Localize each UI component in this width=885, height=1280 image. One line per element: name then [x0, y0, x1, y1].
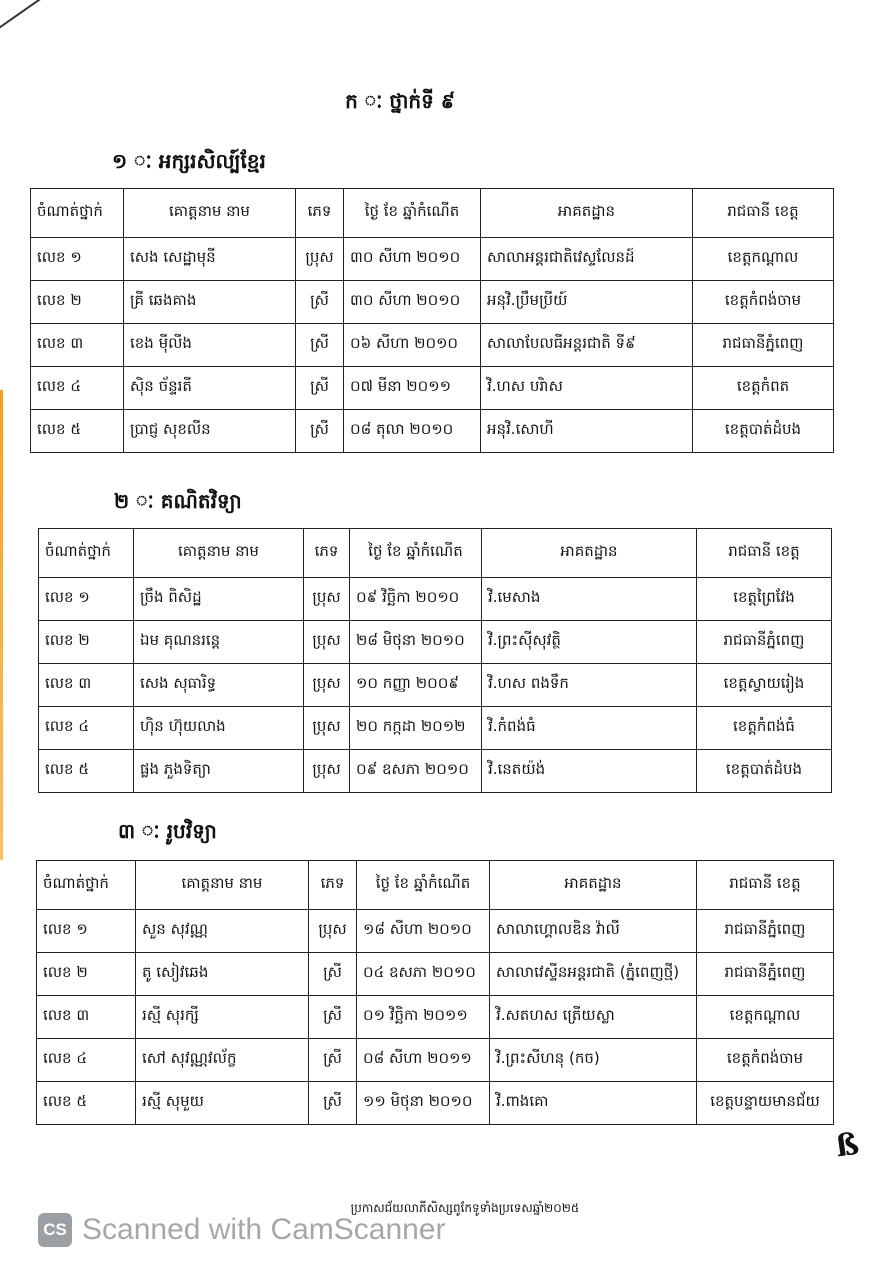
province-cell: រាជធានីភ្នំពេញ: [697, 621, 832, 664]
scanner-watermark: [38, 1212, 446, 1248]
sex-cell: ស្រី: [309, 953, 357, 996]
sex-cell: ប្រុស: [304, 707, 350, 750]
rank-cell: លេខ ៥: [39, 750, 134, 793]
scan-edge-strip: [0, 390, 3, 860]
table-row: [31, 281, 834, 324]
table-row: [37, 910, 834, 953]
province-cell: ខេត្តបាត់ដំបង: [697, 750, 832, 793]
col-sex: ភេទ: [296, 189, 344, 238]
col-name: គោត្តនាម នាម: [136, 861, 309, 910]
dob-cell: ១០ កញ្ញា ២០០៩: [350, 664, 482, 707]
table-row: [39, 750, 832, 793]
rank-cell: លេខ ៣: [37, 996, 136, 1039]
table-row: [37, 1039, 834, 1082]
school-cell: វិ.ព្រះស៊ីសុវត្ថិ: [482, 621, 697, 664]
scanner-watermark-text: Scanned with CamScanner: [82, 1213, 446, 1246]
section-title-2: ២ ៈ គណិតវិទ្យា: [114, 489, 242, 513]
school-cell: វិ.សតហស ត្រើយស្លា: [490, 996, 697, 1039]
handwritten-signature: ß: [833, 1126, 862, 1165]
school-cell: សាលាបែលធីអន្តរជាតិ ទី៩: [481, 324, 693, 367]
name-cell: ហ៊ិន ហ៊ុយលាង: [134, 707, 304, 750]
col-rank: ចំណាត់ថ្នាក់: [39, 529, 134, 578]
province-cell: ខេត្តកំពត: [693, 367, 834, 410]
sex-cell: ស្រី: [309, 996, 357, 1039]
province-cell: ខេត្តព្រៃវែង: [697, 578, 832, 621]
school-cell: វិ.ព្រះសីហនុ (កច): [490, 1039, 697, 1082]
table-row: [37, 953, 834, 996]
table-row: [39, 578, 832, 621]
rank-cell: លេខ ៣: [31, 324, 124, 367]
rank-cell: លេខ ៥: [31, 410, 124, 453]
name-cell: សៅ សុវណ្ណវល័ក្ខ: [136, 1039, 309, 1082]
name-cell: សួន សុវណ្ណ: [136, 910, 309, 953]
sex-cell: ប្រុស: [304, 750, 350, 793]
results-table-1: [30, 188, 834, 453]
col-sex: ភេទ: [304, 529, 350, 578]
dob-cell: ២០ កក្កដា ២០១២: [350, 707, 482, 750]
rank-cell: លេខ ២: [37, 953, 136, 996]
name-cell: ឯម គុណនរន្តេ: [134, 621, 304, 664]
school-cell: អនុវិ.ប្រឹមប្រីយ៍: [481, 281, 693, 324]
results-table-2: [38, 528, 832, 793]
name-cell: គ្រី ឆេងគាង: [124, 281, 296, 324]
col-province: រាជធានី ខេត្ត: [693, 189, 834, 238]
name-cell: រស្មី សុមួយ: [136, 1082, 309, 1125]
dob-cell: ០៧ មីនា ២០១១: [344, 367, 481, 410]
school-cell: សាលាហ្គោលឌិន វ៉ាលី: [490, 910, 697, 953]
school-cell: សាលាអន្តរជាតិវេស្ទលែនដ៍: [481, 238, 693, 281]
school-cell: វិ.កំពង់ធំ: [482, 707, 697, 750]
province-cell: ខេត្តបន្ទាយមានជ័យ: [697, 1082, 834, 1125]
rank-cell: លេខ ៤: [37, 1039, 136, 1082]
rank-cell: លេខ ១: [39, 578, 134, 621]
table-header-row: [39, 529, 832, 578]
name-cell: ស៊ិន ច័ន្ទរតី: [124, 367, 296, 410]
dob-cell: ០៩ វិច្ឆិកា ២០១០: [350, 578, 482, 621]
province-cell: ខេត្តកណ្ដាល: [697, 996, 834, 1039]
dob-cell: ០៤ ឧសភា ២០១០: [357, 953, 490, 996]
sex-cell: ស្រី: [309, 1039, 357, 1082]
province-cell: រាជធានីភ្នំពេញ: [697, 910, 834, 953]
rank-cell: លេខ ១: [31, 238, 124, 281]
school-cell: វិ.នេតយ៉ង់: [482, 750, 697, 793]
table-row: [39, 664, 832, 707]
school-cell: វិ.ហស បរិាស: [481, 367, 693, 410]
school-cell: អនុវិ.សោហី: [481, 410, 693, 453]
corner-mark: [0, 0, 104, 41]
col-dob: ថ្ងៃ ខែ ឆ្នាំកំណើត: [357, 861, 490, 910]
rank-cell: លេខ ៣: [39, 664, 134, 707]
col-school: អាគតដ្ឋាន: [481, 189, 693, 238]
rank-cell: លេខ ១: [37, 910, 136, 953]
name-cell: តូ សៀវឆេង: [136, 953, 309, 996]
dob-cell: ០៩ ឧសភា ២០១០: [350, 750, 482, 793]
col-rank: ចំណាត់ថ្នាក់: [37, 861, 136, 910]
page-title: ក ៈ ថ្នាក់ទី ៩: [345, 89, 455, 113]
table-row: [31, 410, 834, 453]
col-school: អាគតដ្ឋាន: [490, 861, 697, 910]
school-cell: វិ.ហស ពងទឹក: [482, 664, 697, 707]
province-cell: ខេត្តកំពង់ចាម: [693, 281, 834, 324]
province-cell: រាជធានីភ្នំពេញ: [697, 953, 834, 996]
table-row: [39, 621, 832, 664]
results-table-3: [36, 860, 834, 1125]
col-rank: ចំណាត់ថ្នាក់: [31, 189, 124, 238]
province-cell: រាជធានីភ្នំពេញ: [693, 324, 834, 367]
school-cell: វិ.ពាងគោ: [490, 1082, 697, 1125]
rank-cell: លេខ ២: [31, 281, 124, 324]
camscanner-logo-icon: CS: [38, 1213, 72, 1247]
col-dob: ថ្ងៃ ខែ ឆ្នាំកំណើត: [350, 529, 482, 578]
name-cell: ខេង ម៉ីលីង: [124, 324, 296, 367]
sex-cell: ស្រី: [296, 281, 344, 324]
rank-cell: លេខ ២: [39, 621, 134, 664]
dob-cell: ០៨ សីហា ២០១១: [357, 1039, 490, 1082]
dob-cell: ១៨ សីហា ២០១០: [357, 910, 490, 953]
section-title-3: ៣ ៈ រូបវិទ្យា: [118, 819, 217, 843]
name-cell: ផ្លង ភួងទិត្យា: [134, 750, 304, 793]
col-sex: ភេទ: [309, 861, 357, 910]
name-cell: ប្រាជ្ញ សុខលីន: [124, 410, 296, 453]
name-cell: សេង សុធារិទ្ធ: [134, 664, 304, 707]
footer-caption: ប្រកាសជ័យលាភីសិស្សពូកែទូទាំងប្រទេសឆ្នាំ២០២៥: [350, 1201, 580, 1215]
dob-cell: ២៨ មិថុនា ២០១០: [350, 621, 482, 664]
col-name: គោត្តនាម នាម: [134, 529, 304, 578]
rank-cell: លេខ ៥: [37, 1082, 136, 1125]
col-province: រាជធានី ខេត្ត: [697, 529, 832, 578]
dob-cell: ៣០ សីហា ២០១០: [344, 281, 481, 324]
sex-cell: ប្រុស: [304, 621, 350, 664]
table-row: [37, 996, 834, 1039]
school-cell: វិ.មេសាង: [482, 578, 697, 621]
name-cell: ច្រឹង ពិសិដ្ឋ: [134, 578, 304, 621]
province-cell: ខេត្តស្វាយរៀង: [697, 664, 832, 707]
section-title-1: ១ ៈ អក្សរសិល្ប៍ខ្មែរ: [112, 149, 266, 173]
col-school: អាគតដ្ឋាន: [482, 529, 697, 578]
name-cell: សេង សេដ្ឋាមុនី: [124, 238, 296, 281]
col-province: រាជធានី ខេត្ត: [697, 861, 834, 910]
sex-cell: ប្រុស: [304, 578, 350, 621]
col-name: គោត្តនាម នាម: [124, 189, 296, 238]
table-row: [31, 238, 834, 281]
dob-cell: ១១ មិថុនា ២០១០: [357, 1082, 490, 1125]
dob-cell: ០៦ សីហា ២០១០: [344, 324, 481, 367]
province-cell: ខេត្តកណ្ដាល: [693, 238, 834, 281]
dob-cell: ០៨ តុលា ២០១០: [344, 410, 481, 453]
table-row: [31, 367, 834, 410]
sex-cell: ស្រី: [296, 324, 344, 367]
table-header-row: [37, 861, 834, 910]
sex-cell: ប្រុស: [304, 664, 350, 707]
sex-cell: ស្រី: [296, 367, 344, 410]
dob-cell: ០១ វិច្ឆិកា ២០១១: [357, 996, 490, 1039]
col-dob: ថ្ងៃ ខែ ឆ្នាំកំណើត: [344, 189, 481, 238]
province-cell: ខេត្តកំពង់ចាម: [697, 1039, 834, 1082]
table-row: [31, 324, 834, 367]
rank-cell: លេខ ៤: [31, 367, 124, 410]
rank-cell: លេខ ៤: [39, 707, 134, 750]
dob-cell: ៣០ សីហា ២០១០: [344, 238, 481, 281]
sex-cell: ស្រី: [309, 1082, 357, 1125]
table-row: [39, 707, 832, 750]
sex-cell: ស្រី: [296, 410, 344, 453]
table-header-row: [31, 189, 834, 238]
school-cell: សាលាវេស្ទីនអន្តរជាតិ (ភ្នំពេញថ្មី): [490, 953, 697, 996]
sex-cell: ប្រុស: [296, 238, 344, 281]
province-cell: ខេត្តបាត់ដំបង: [693, 410, 834, 453]
sex-cell: ប្រុស: [309, 910, 357, 953]
name-cell: រស្មី សុរក្សី: [136, 996, 309, 1039]
table-row: [37, 1082, 834, 1125]
province-cell: ខេត្តកំពង់ធំ: [697, 707, 832, 750]
